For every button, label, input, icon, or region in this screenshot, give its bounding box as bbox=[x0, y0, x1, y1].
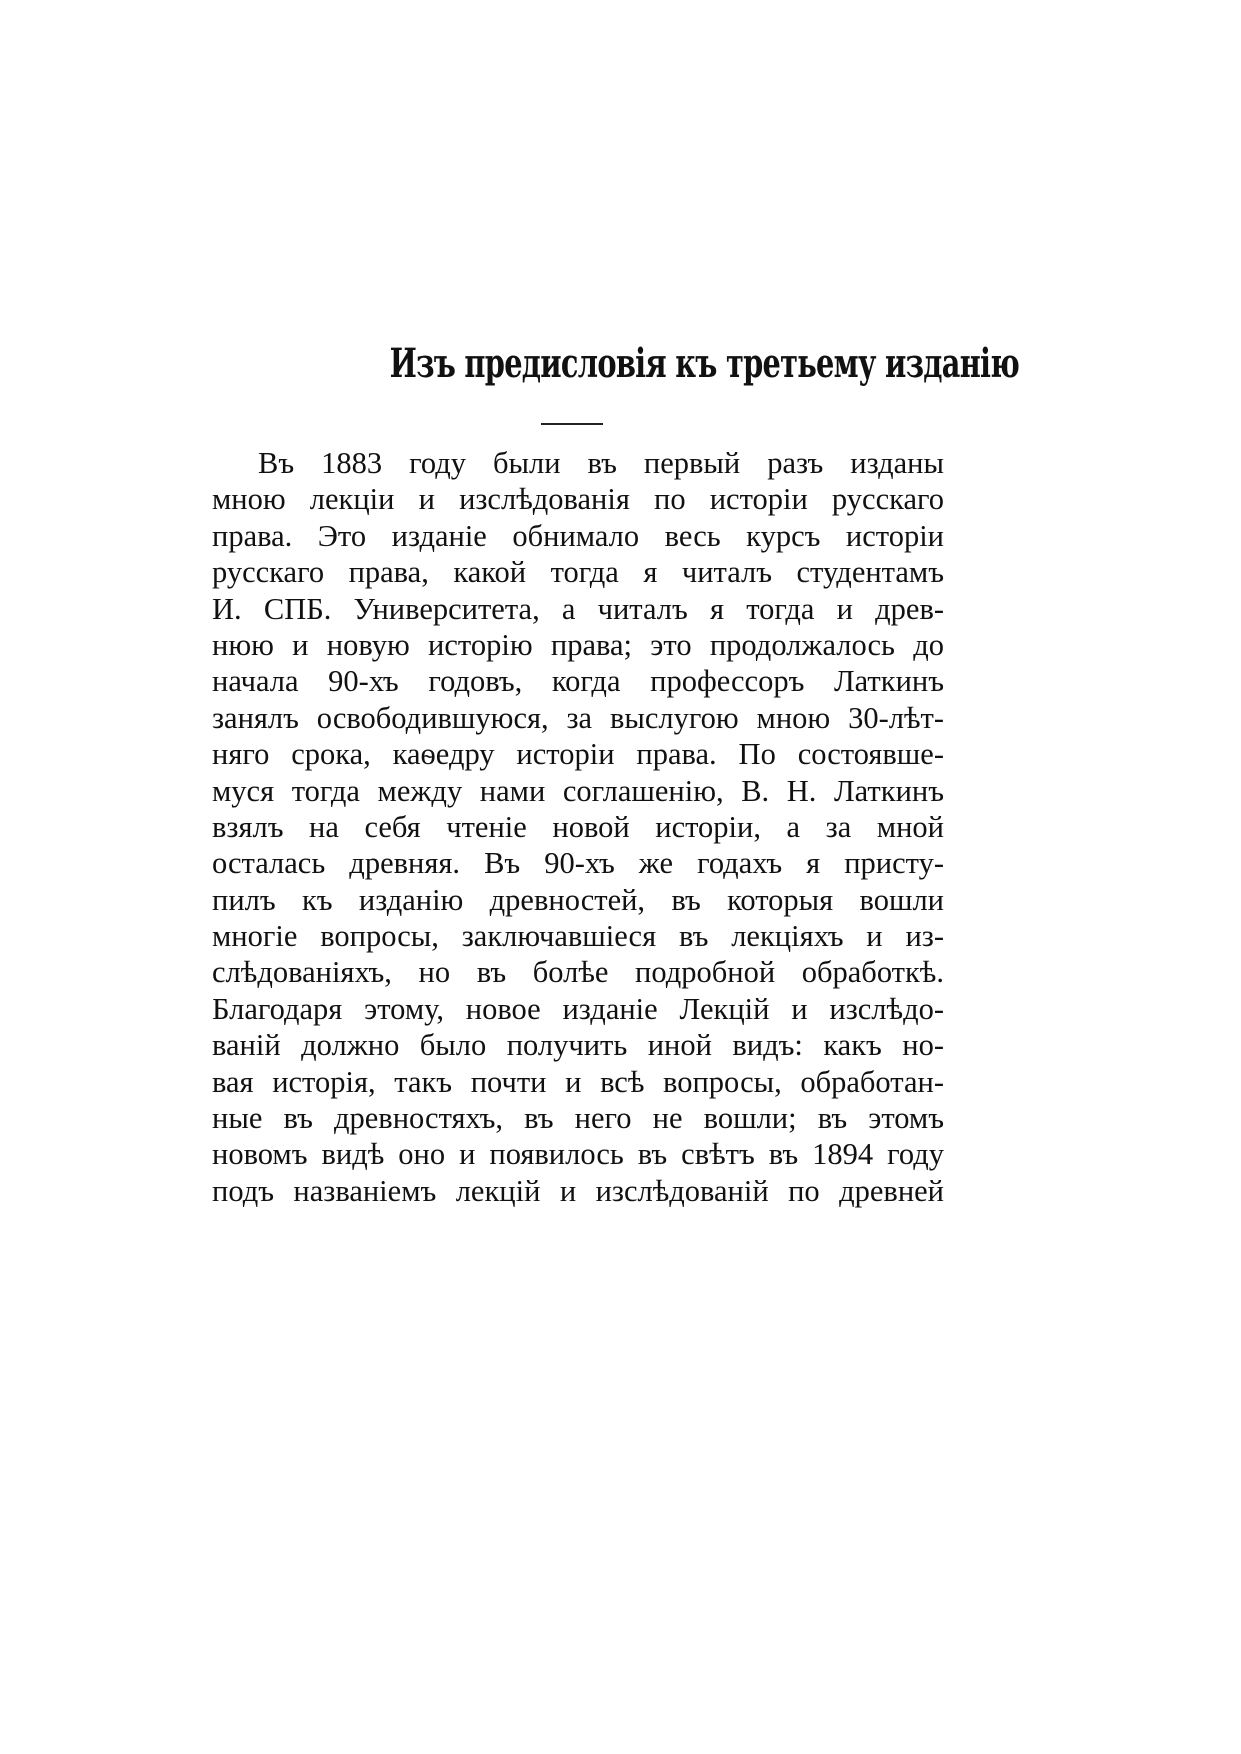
text-line: права. Это изданіе обнимало весь курсъ исторіи bbox=[212, 518, 944, 553]
text-line: нюю и новую исторію права; это продолжалось до bbox=[212, 627, 944, 662]
text-line: ные въ древностяхъ, въ него не вошли; въ этомъ bbox=[212, 1101, 944, 1136]
text-line: Въ 1883 году были въ первый разъ изданы bbox=[258, 446, 944, 480]
text-line: муся тогда между нами соглашенію, В. Н. Латкинъ bbox=[212, 773, 944, 808]
text-line: многіе вопросы, заключавшіеся въ лекціяхъ и из- bbox=[212, 919, 944, 954]
text-line: ваній должно было получить иной видъ: какъ но- bbox=[212, 1028, 944, 1063]
text-line: начала 90-хъ годовъ, когда профессоръ Латкинъ bbox=[212, 664, 944, 699]
text-line: Благодаря этому, новое изданіе Лекцій и изслѣдо- bbox=[212, 991, 944, 1026]
text-line: осталась древняя. Въ 90-хъ же годахъ я присту- bbox=[212, 846, 944, 881]
text-line: русскаго права, какой тогда я читалъ студентамъ bbox=[212, 555, 944, 590]
text-line: И. СПБ. Университета, а читалъ я тогда и древ- bbox=[212, 591, 944, 626]
text-line: мною лекціи и изслѣдованія по исторіи русскаго bbox=[212, 482, 944, 517]
text-line: новомъ видѣ оно и появилось въ свѣтъ въ 1894 году bbox=[212, 1137, 944, 1172]
heading-divider bbox=[541, 423, 603, 425]
text-line: занялъ освободившуюся, за выслугою мною 30-лѣт- bbox=[212, 700, 944, 735]
preface-paragraph bbox=[212, 445, 944, 1209]
text-line: няго срока, каѳедру исторіи права. По состоявше- bbox=[212, 737, 944, 772]
text-line: взялъ на себя чтеніе новой исторіи, а за мной bbox=[212, 809, 944, 844]
text-line: вая исторія, такъ почти и всѣ вопросы, обработан- bbox=[212, 1064, 944, 1099]
section-heading: Изъ предисловія къ третьему изданію bbox=[389, 340, 1020, 387]
text-line: подъ названіемъ лекцій и изслѣдованій по древней bbox=[212, 1173, 944, 1208]
text-line: слѣдованіяхъ, но въ болѣе подробной обработкѣ. bbox=[212, 955, 944, 990]
text-line: пилъ къ изданію древностей, въ которыя вошли bbox=[212, 882, 944, 917]
